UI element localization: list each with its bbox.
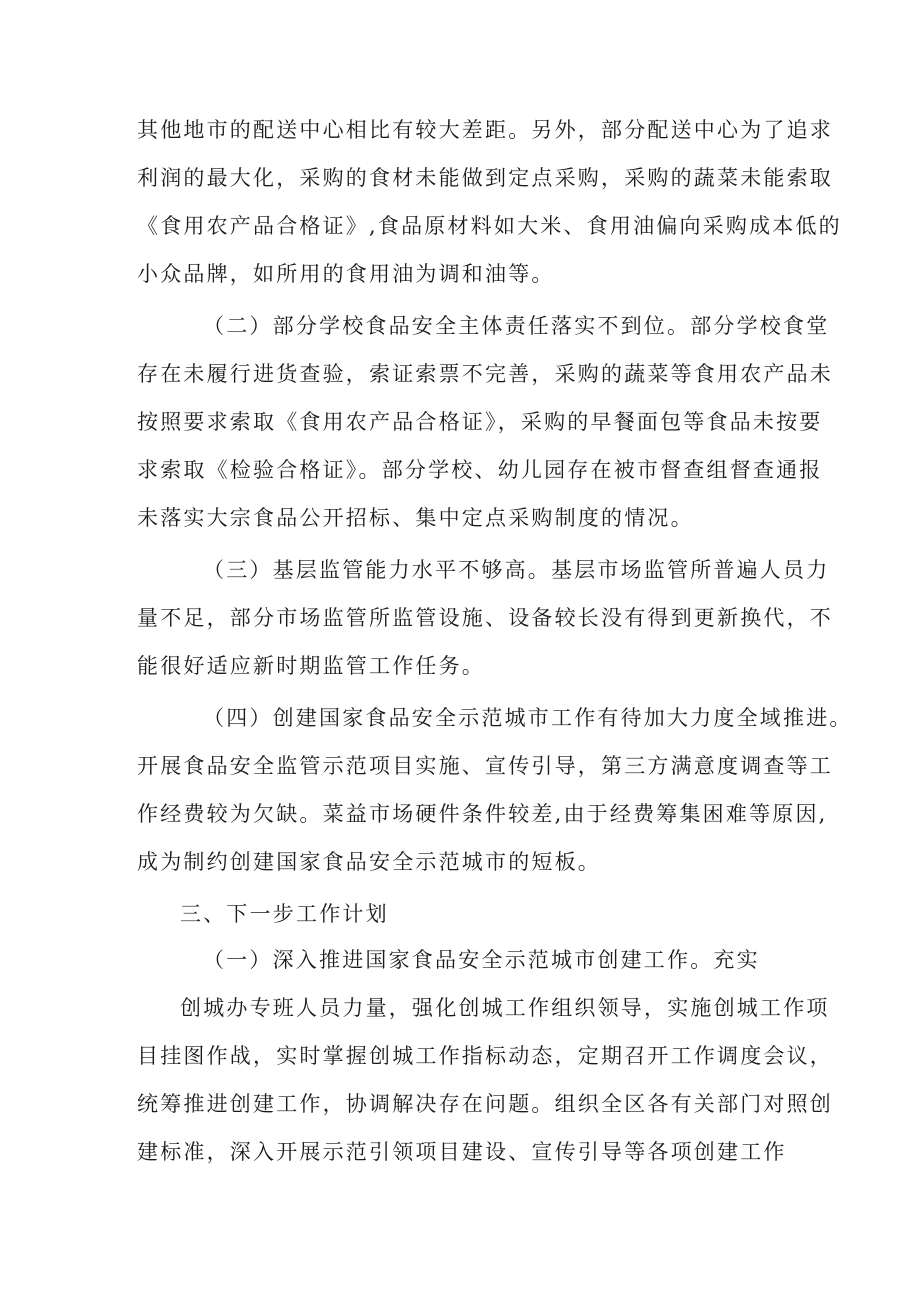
text-line: 《食用农产品合格证》,食品原材料如大米、食用油偏向采购成本低的 <box>137 214 842 238</box>
text-line: 其他地市的配送中心相比有较大差距。另外，部分配送中心为了追求 <box>137 118 833 142</box>
text-line: 求索取《检验合格证》。部分学校、幼儿园存在被市督查组督查通报 <box>137 458 823 482</box>
section-heading: 三、下一步工作计划 <box>180 902 389 926</box>
text-line: 成为制约创建国家食品安全示范城市的短板。 <box>137 850 601 874</box>
text-line: 未落实大宗食品公开招标、集中定点采购制度的情况。 <box>137 506 694 530</box>
text-line: 存在未履行进货查验，索证索票不完善，采购的蔬菜等食用农产品未 <box>137 362 833 386</box>
paragraph-heading-3: （三）基层监管能力水平不够高。基层市场监管所普遍人员力 <box>203 558 830 582</box>
text-line: 统筹推进创建工作，协调解决存在问题。组织全区各有关部门对照创 <box>137 1092 833 1116</box>
paragraph-heading-2: （二）部分学校食品安全主体责任落实不到位。部分学校食堂 <box>203 314 830 338</box>
paragraph-heading-1: （一）深入推进国家食品安全示范城市创建工作。充实 <box>203 948 760 972</box>
text-line: 建标准，深入开展示范引领项目建设、宣传引导等各项创建工作 <box>137 1140 787 1164</box>
text-line: 按照要求索取《食用农产品合格证》，采购的早餐面包等食品未按要 <box>137 410 823 434</box>
text-line: 利润的最大化，采购的食材未能做到定点采购，采购的蔬菜未能索取 <box>137 166 833 190</box>
text-line: 创城办专班人员力量，强化创城工作组织领导，实施创城工作项 <box>180 996 830 1020</box>
paragraph-heading-4: （四）创建国家食品安全示范城市工作有待加大力度全域推进。 <box>203 706 853 730</box>
text-line: 能很好适应新时期监管工作任务。 <box>137 654 485 678</box>
text-line: 作经费较为欠缺。菜益市场硬件条件较差,由于经费筹集困难等原因, <box>137 802 828 826</box>
text-line: 目挂图作战，实时掌握创城工作指标动态，定期召开工作调度会议， <box>137 1044 833 1068</box>
text-line: 开展食品安全监管示范项目实施、宣传引导，第三方满意度调查等工 <box>137 754 833 778</box>
text-line: 量不足，部分市场监管所监管设施、设备较长没有得到更新换代，不 <box>137 606 833 630</box>
text-line: 小众品牌，如所用的食用油为调和油等。 <box>137 262 555 286</box>
